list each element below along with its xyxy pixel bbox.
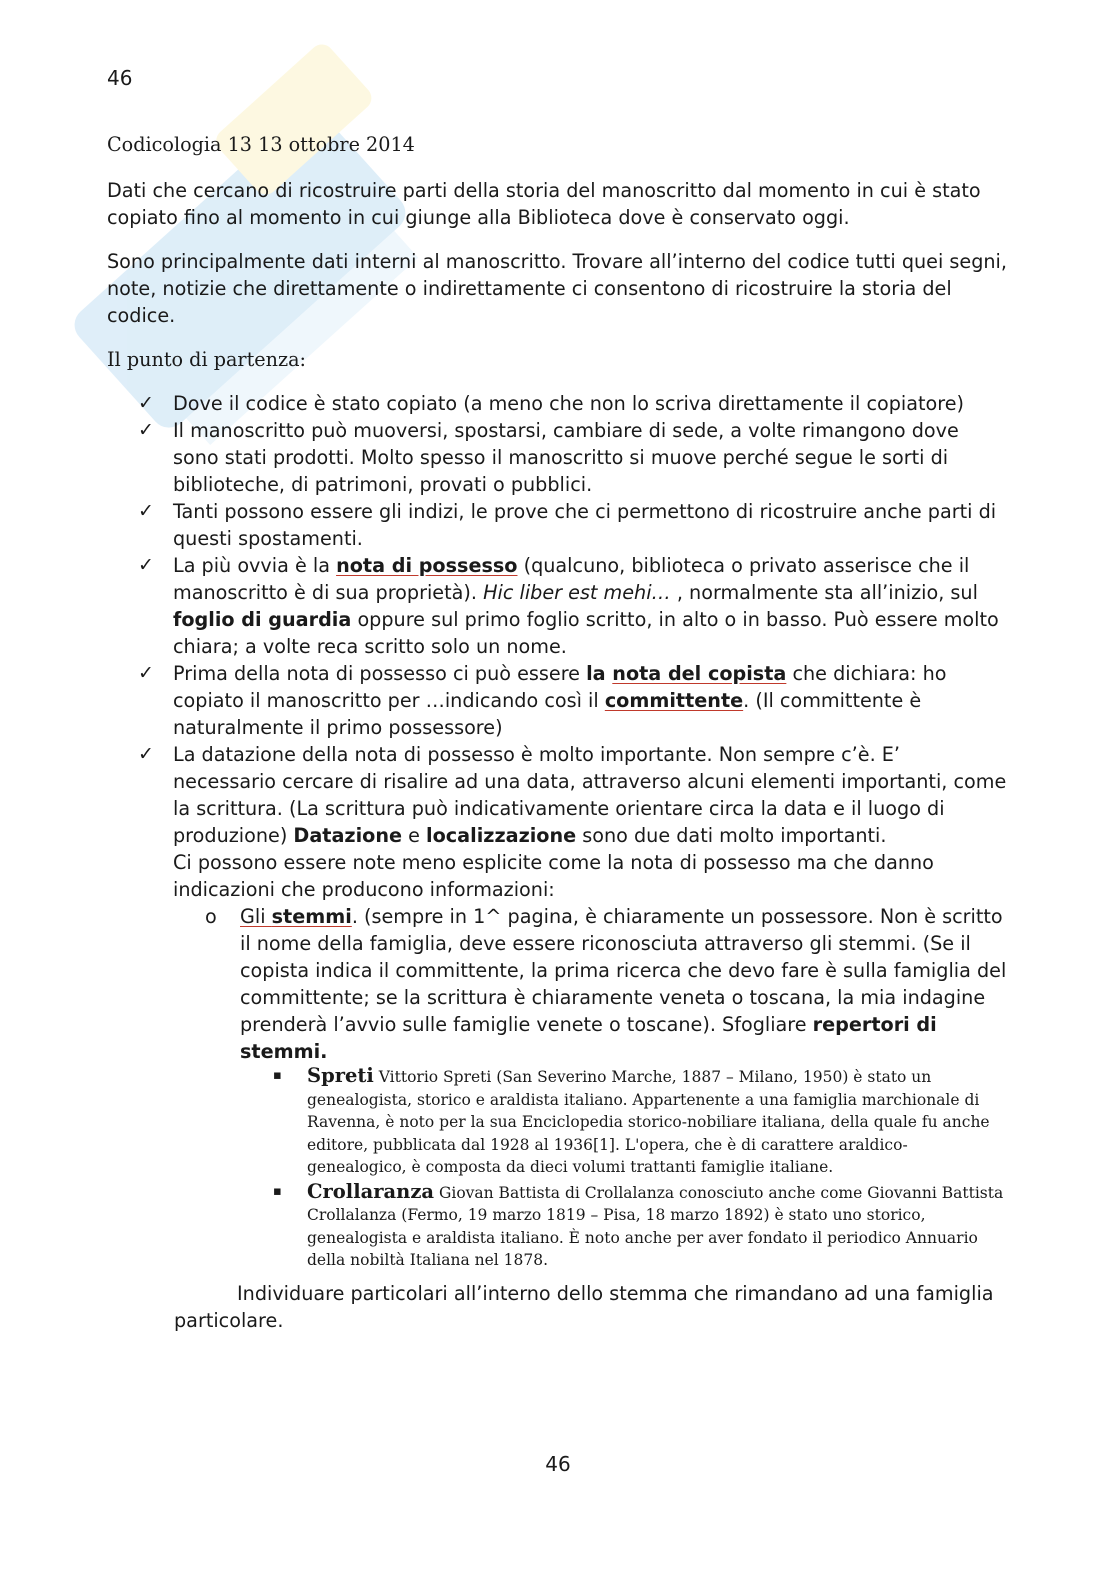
term-repertori-di-stemmi: repertori di stemmi. [240, 1013, 937, 1063]
paragraph-3: Il punto di partenza: [107, 348, 307, 371]
square-bullet-icon: ▪ [273, 1068, 282, 1083]
term-datazione: Datazione [293, 824, 403, 847]
check-icon: ✓ [138, 392, 154, 414]
check-icon: ✓ [138, 500, 154, 522]
list-item: ✓ Prima della nota di possesso ci può essere la nota del copista che dichiara: ho copiato il manoscritto per …indicando così il committente. (Il committente è naturalmente il primo possessore) [138, 662, 947, 739]
circle-bullet-icon: o [205, 905, 217, 928]
list-item: ✓ La datazione della nota di possesso è molto importante. Non sempre c’è. E’ necessario cercare di risalire ad una data, attraverso alcuni elementi importanti, come la scrittura. (La scrittura può indicativamente orientare circa la data e il luogo di produzione) Datazione e localizzazione sono due dati molto importanti. Ci possono essere note meno esplicite come la nota di possesso ma che danno indicazioni che producono informazioni: o Gli stemmi. (sempre in 1^ pagina, è chiaramente un possessore. Non è scritto il nome della famiglia, deve essere riconosciuta attraverso gli stemmi. (Se il copista indica il committente, la prima ricerca che devo fare è sulla famiglia del committente; se la scrittura è chiaramente veneta o toscana, la mia indagine prenderà l’avvio sulle famiglie venete o toscane). Sfogliare repertori di stemmi. ▪ Spreti Vittorio Spreti (San Severino Marche, 1887 – Milano, 1950) è stato un genealogista, storico e araldista italiano. Appartenente a una famiglia marchionale di Ravenna, è noto per la sua Enciclopedia storico-nobiliare italiana, della quale fu anche editore, pubblicata dal 1928 al 1936[1]. L'opera, che è di carattere araldico-genealogico, è composta da dieci volumi trattanti famiglie italiane. ▪ Crollaranza Giovan Battista di Crollalanza conosciuto anche come Giovanni Battista Crollalanza (Fermo, 19 marzo 1819 – Pisa, 18 marzo 1892) è stato uno storico, genealogista e araldista italiano. È noto anche per aver fondato il periodico Annuario della nobiltà Italiana nel 1878. [173, 741, 1007, 1272]
sublist-item-stemmi: o Gli stemmi. (sempre in 1^ pagina, è chiaramente un possessore. Non è scritto il nome della famiglia, deve essere riconosciuta attraverso gli stemmi. (Se il copista indica il committente, la prima ricerca che devo fare è sulla famiglia del committente; se la scrittura è chiaramente veneta o toscana, la mia indagine prenderà l’avvio sulle famiglie venete o toscane). Sfogliare repertori di stemmi. ▪ Spreti Vittorio Spreti (San Severino Marche, 1887 – Milano, 1950) è stato un genealogista, storico e araldista italiano. Appartenente a una famiglia marchionale di Ravenna, è noto per la sua Enciclopedia storico-nobiliare italiana, della quale fu anche editore, pubblicata dal 1928 al 1936[1]. L'opera, che è di carattere araldico-genealogico, è composta da dieci volumi trattanti famiglie italiane. ▪ Crollaranza Giovan Battista di Crollalanza conosciuto anche come Giovanni Battista Crollalanza (Fermo, 19 marzo 1819 – Pisa, 18 marzo 1892) è stato uno storico, genealogista e araldista italiano. È noto anche per aver fondato il periodico Annuario della nobiltà Italiana nel 1878. [240, 903, 1007, 1272]
paragraph-1: Dati che cercano di ricostruire parti della storia del manoscritto dal momento in cui è stato copiato fino al momento in cui giunge alla Biblioteca dove è conservato oggi. [107, 179, 981, 229]
check-icon: ✓ [138, 662, 154, 684]
list-item: ✓ Dove il codice è stato copiato (a meno che non lo scriva direttamente il copiatore) [138, 392, 965, 415]
term-foglio-di-guardia: foglio di guardia [173, 608, 352, 631]
page-title: Codicologia 13 13 ottobre 2014 [107, 133, 415, 156]
check-icon: ✓ [138, 743, 154, 765]
closing-paragraph: Individuare particolari all’interno dello stemma che rimandano ad una famiglia particolare. [174, 1281, 994, 1332]
paragraph-2: Sono principalmente dati interni al manoscritto. Trovare all’interno del codice tutti quei segni, note, notizie che direttamente o indirettamente ci consentono di ricostruire la storia del codice. [107, 250, 1007, 327]
list-item-continuation: Ci possono essere note meno esplicite come la nota di possesso ma che danno indicazioni che producono informazioni: [173, 851, 934, 901]
term-nota-del-copista: nota del copista [612, 662, 787, 685]
page-number-top: 46 [107, 66, 133, 90]
checklist [107, 390, 1007, 1272]
list-item: ✓ Tanti possono essere gli indizi, le prove che ci permettono di ricostruire anche parti di questi spostamenti. [138, 500, 997, 550]
term-localizzazione: localizzazione [426, 824, 577, 847]
list-item: ✓ La più ovvia è la nota di possesso (qualcuno, biblioteca o privato asserisce che il manoscritto è di sua proprietà). Hic liber est mehi… , normalmente sta all’inizio, sul foglio di guardia oppure sul primo foglio scritto, in alto o in basso. Può essere molto chiara; a volte reca scritto solo un nome. [138, 554, 999, 658]
list-item: ✓ Il manoscritto può muoversi, spostarsi, cambiare di sede, a volte rimangono dove sono stati prodotti. Molto spesso il manoscritto si muove perché segue le sorti di biblioteche, di patrimoni, provati o pubblici. [138, 419, 959, 496]
square-bullet-icon: ▪ [273, 1183, 282, 1199]
reference-spreti: ▪ Spreti Vittorio Spreti (San Severino Marche, 1887 – Milano, 1950) è stato un genealogista, storico e araldista italiano. Appartenente a una famiglia marchionale di Ravenna, è noto per la sua Enciclopedia storico-nobiliare italiana, della quale fu anche editore, pubblicata dal 1928 al 1936[1]. L'opera, che è di carattere araldico-genealogico, è composta da dieci volumi trattanti famiglie italiane. [273, 1064, 990, 1176]
page-number-bottom: 46 [545, 1452, 571, 1476]
document-body [107, 131, 1007, 1351]
sublist [173, 903, 1007, 1272]
check-icon: ✓ [138, 419, 154, 441]
term-nota-di-possesso: nota di possesso [336, 554, 518, 577]
term-stemmi: stemmi [271, 905, 352, 928]
check-icon: ✓ [138, 554, 154, 576]
reference-list [240, 1065, 1007, 1272]
reference-crollalanza: ▪ Crollaranza Giovan Battista di Crollalanza conosciuto anche come Giovanni Battista Crollalanza (Fermo, 19 marzo 1819 – Pisa, 18 marzo 1892) è stato uno storico, genealogista e araldista italiano. È noto anche per aver fondato il periodico Annuario della nobiltà Italiana nel 1878. [273, 1179, 1004, 1269]
term-committente: committente [604, 689, 744, 712]
